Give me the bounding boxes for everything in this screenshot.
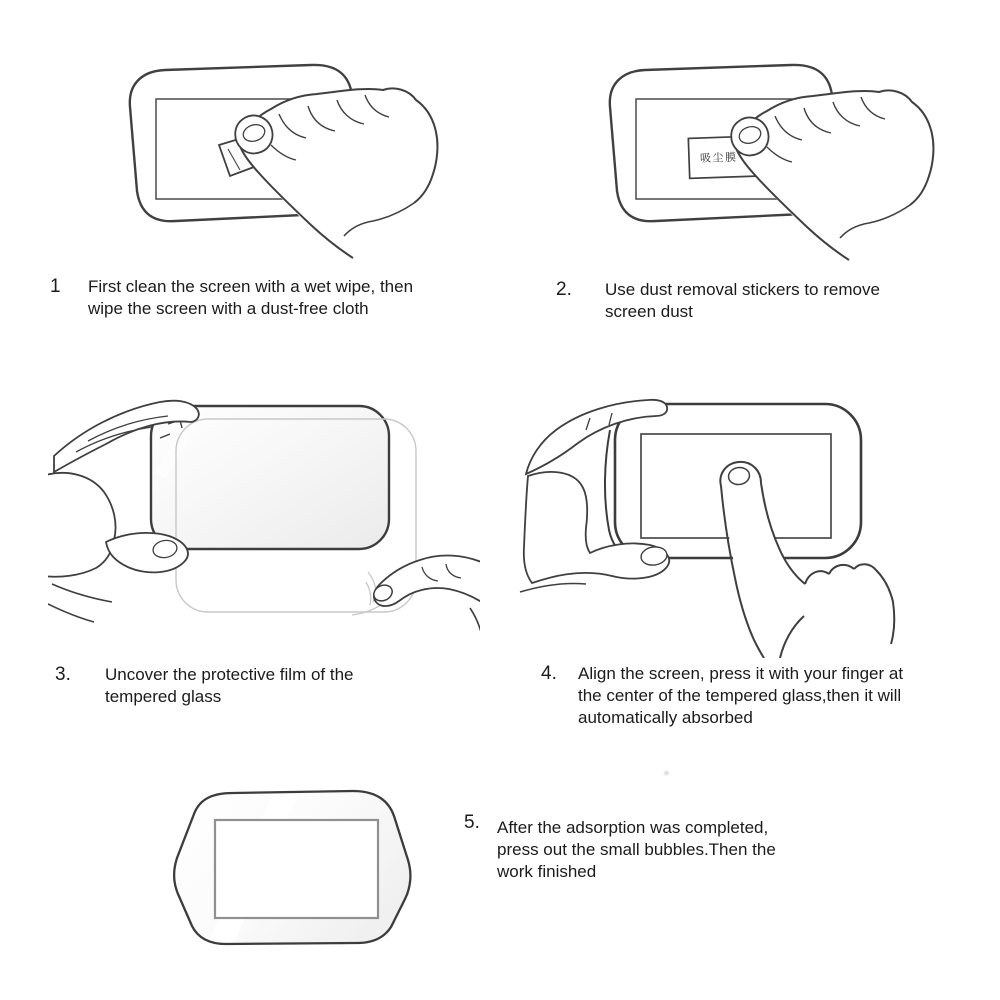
step4-number: 4. xyxy=(541,663,557,684)
illustration-step4-press-center xyxy=(518,386,950,658)
step5-text xyxy=(497,817,776,883)
step3-number: 3. xyxy=(55,664,71,685)
step4-text-line3: automatically absorbed xyxy=(578,708,753,727)
dashboard-screen xyxy=(215,820,378,918)
step2-text xyxy=(605,279,880,323)
step-row-4 xyxy=(541,663,903,729)
faint-smudge-mark xyxy=(663,770,670,776)
step4-text-line2: the center of the tempered glass,then it will xyxy=(578,686,902,705)
step5-text-line3: work finished xyxy=(497,862,597,881)
step1-text-line1: First clean the screen with a wet wipe, then xyxy=(88,277,414,296)
dust-sticker-drawing xyxy=(583,50,943,262)
step-row-2 xyxy=(556,279,880,323)
illustration-step2-dust-sticker xyxy=(583,50,943,262)
step3-text-line2: tempered glass xyxy=(105,687,222,706)
step-row-3 xyxy=(55,664,354,708)
finished-dashboard-drawing xyxy=(158,780,470,984)
peel-film-drawing xyxy=(48,386,480,648)
illustration-step3-peel-film xyxy=(48,386,480,648)
step2-text-line1: Use dust removal stickers to remove xyxy=(605,280,880,299)
step3-text xyxy=(105,664,354,708)
step4-text-line1: Align the screen, press it with your finger at xyxy=(578,664,904,683)
step1-text-line2: wipe the screen with a dust-free cloth xyxy=(88,299,369,318)
step2-number: 2. xyxy=(556,279,572,300)
wipe-screen-drawing xyxy=(103,50,463,262)
step1-text xyxy=(88,276,413,320)
step3-text-line1: Uncover the protective film of the xyxy=(105,665,354,684)
step-row-1 xyxy=(50,276,413,320)
illustration-step5-finished xyxy=(158,780,470,984)
dashboard-device xyxy=(174,788,410,950)
step5-text-line1: After the adsorption was completed, xyxy=(497,818,769,837)
illustration-step1-wipe-screen xyxy=(103,50,463,262)
step-row-5 xyxy=(464,812,776,883)
right-hand-pinching-film xyxy=(371,555,480,644)
step5-number: 5. xyxy=(464,812,480,833)
hand-holding-wipe xyxy=(235,88,463,262)
hand-holding-sticker xyxy=(731,90,943,262)
step5-text-line2: press out the small bubbles.Then the xyxy=(497,840,776,859)
step1-number: 1 xyxy=(50,276,61,297)
press-center-drawing xyxy=(518,386,950,658)
step4-text xyxy=(578,663,903,729)
dust-sticker-label: 吸尘膜 xyxy=(699,151,738,166)
step2-text-line2: screen dust xyxy=(605,302,693,321)
